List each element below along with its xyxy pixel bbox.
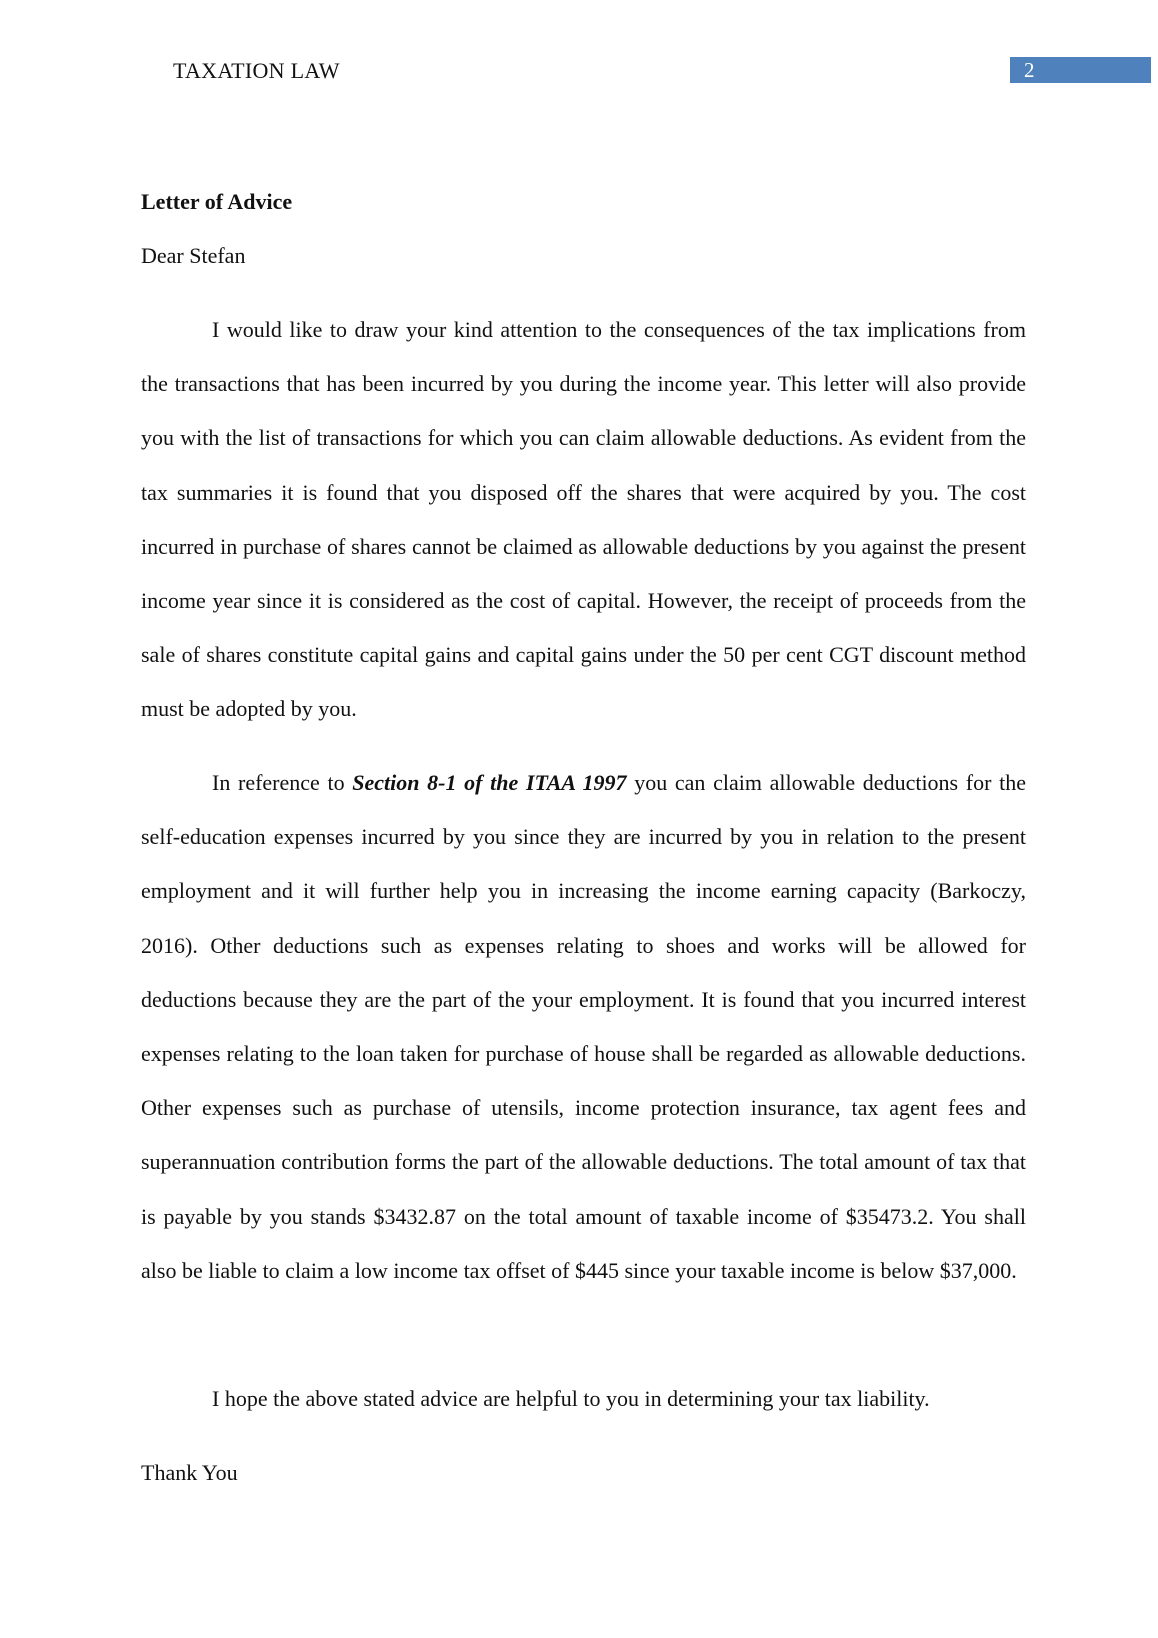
paragraph-shares: I would like to draw your kind attention to the consequences of the tax implications from the transactions that has been incurred by you during the income year. This letter will also provide you with the list of transactions for which you can claim allowable deductions. As evident from the tax summaries it is found that you disposed off the shares that were acquired by you. The cost incurred in purchase of shares cannot be claimed as allowable deductions by you against the present income year since it is considered as the cost of capital. However, the receipt of proceeds from the sale of shares constitute capital gains and capital gains under the 50 per cent CGT discount method must be adopted by you. — [141, 317, 1026, 722]
legislation-reference: Section 8-1 of the ITAA 1997 — [352, 770, 627, 795]
closing-signoff: Thank You — [141, 1460, 238, 1485]
page-number: 2 — [1010, 57, 1151, 83]
paragraph-deductions — [141, 756, 1026, 1298]
running-head: TAXATION LAW — [173, 58, 340, 83]
paragraph-closing-remark: I hope the above stated advice are helpful to you in determining your tax liability. — [212, 1386, 930, 1411]
salutation: Dear Stefan — [141, 243, 246, 268]
paragraph-deductions-intro: In reference to — [212, 770, 353, 795]
paragraph-deductions-body: you can claim allowable deductions for the self-education expenses incurred by you since they are incurred by you in relation to the present employment and it will further help you in increasing the income earning capacity (Barkoczy, 2016). Other deductions such as expenses relating to shoes and works will be allowed for deductions because they are the part of the your employment. It is found that you incurred interest expenses relating to the loan taken for purchase of house shall be regarded as allowable deductions. Other expenses such as purchase of utensils, income protection insurance, tax agent fees and superannuation contribution forms the part of the allowable deductions. The total amount of tax that is payable by you stands $3432.87 on the total amount of taxable income of $35473.2. You shall also be liable to claim a low income tax offset of $445 since your taxable income is below $37,000. — [141, 770, 1026, 1283]
letter-title: Letter of Advice — [141, 189, 293, 214]
